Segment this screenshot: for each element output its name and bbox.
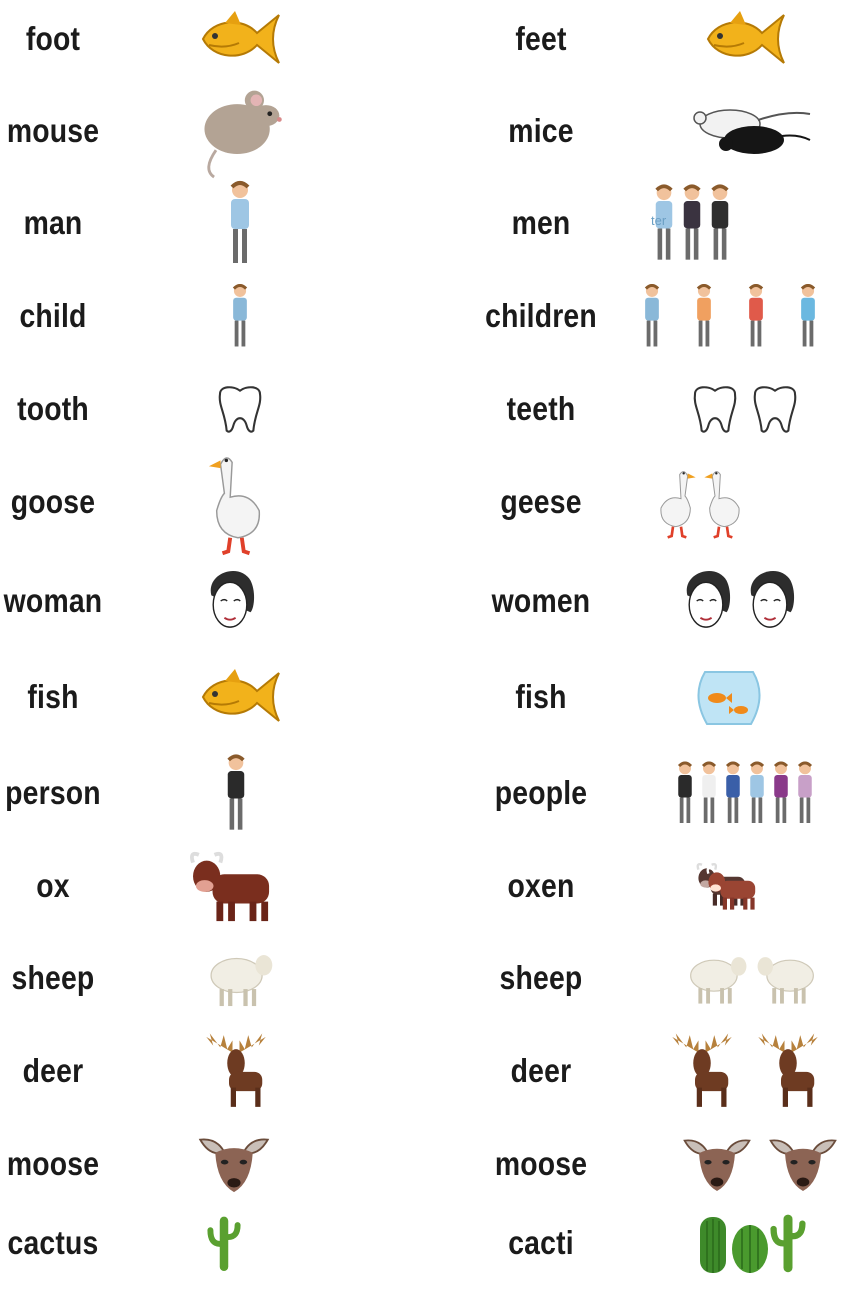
word-plural: people xyxy=(494,773,588,811)
men-icon xyxy=(653,181,731,265)
word-singular: person xyxy=(5,773,101,811)
goldfish-icon xyxy=(699,9,791,69)
word-singular: deer xyxy=(22,1051,84,1089)
word-plural: geese xyxy=(500,482,582,520)
teeth-icon xyxy=(689,384,801,434)
oxen-icon xyxy=(692,860,764,912)
word-plural: sheep xyxy=(499,958,583,996)
person-icon xyxy=(225,751,247,835)
children-icon xyxy=(639,284,821,348)
table-row xyxy=(0,931,846,1024)
table-row xyxy=(0,746,846,839)
word-plural: moose xyxy=(494,1144,588,1182)
word-singular: fish xyxy=(27,677,79,715)
goldfish-icon xyxy=(194,667,286,727)
word-plural: teeth xyxy=(506,389,576,427)
deer-head-icon xyxy=(196,1134,272,1194)
word-singular: woman xyxy=(3,581,103,619)
word-plural: deer xyxy=(510,1051,572,1089)
word-singular: cactus xyxy=(7,1223,99,1261)
table-row xyxy=(0,176,846,269)
child-icon xyxy=(228,284,252,348)
tooth-icon xyxy=(214,384,266,434)
man-icon xyxy=(228,180,252,266)
word-singular: moose xyxy=(6,1144,100,1182)
geese-icon xyxy=(657,465,743,539)
table-row xyxy=(0,84,846,177)
word-plural: women xyxy=(491,581,591,619)
word-singular: child xyxy=(19,296,87,334)
word-singular: mouse xyxy=(6,111,100,149)
table-row xyxy=(0,650,846,743)
word-singular: man xyxy=(23,203,83,241)
table-row xyxy=(0,1196,846,1289)
table-row xyxy=(0,1024,846,1117)
goose-icon xyxy=(207,448,265,556)
word-plural: feet xyxy=(515,19,567,57)
mouse-icon xyxy=(195,83,285,179)
woman-icon xyxy=(202,562,258,640)
word-singular: ox xyxy=(36,866,70,904)
word-plural: cacti xyxy=(508,1223,574,1261)
moose-icon xyxy=(201,1031,271,1111)
word-singular: foot xyxy=(25,19,81,57)
mice-icon xyxy=(678,100,812,162)
table-row xyxy=(0,362,846,455)
people-icon xyxy=(676,751,814,835)
word-plural: children xyxy=(485,296,597,334)
word-singular: sheep xyxy=(11,958,95,996)
word-singular: tooth xyxy=(17,389,89,427)
table-row xyxy=(0,0,846,85)
word-plural: fish xyxy=(515,677,567,715)
sheep-icon xyxy=(206,948,274,1008)
two-deer-heads-icon xyxy=(681,1135,839,1193)
ox-icon xyxy=(189,847,277,925)
word-plural: oxen xyxy=(507,866,575,904)
table-row xyxy=(0,554,846,647)
shirt-text: ter xyxy=(651,212,667,228)
fishbowl-icon xyxy=(693,666,765,728)
cactus-icon xyxy=(207,1211,241,1275)
word-plural: men xyxy=(511,203,571,241)
two-moose-icon xyxy=(667,1031,823,1111)
cacti-icon xyxy=(698,1211,806,1275)
two-sheep-icon xyxy=(686,950,818,1006)
word-singular: goose xyxy=(10,482,96,520)
table-row xyxy=(0,269,846,362)
table-row xyxy=(0,839,846,932)
goldfish-icon xyxy=(194,9,286,69)
word-plural: mice xyxy=(508,111,574,149)
women-icon xyxy=(678,562,798,640)
table-row xyxy=(0,455,846,548)
